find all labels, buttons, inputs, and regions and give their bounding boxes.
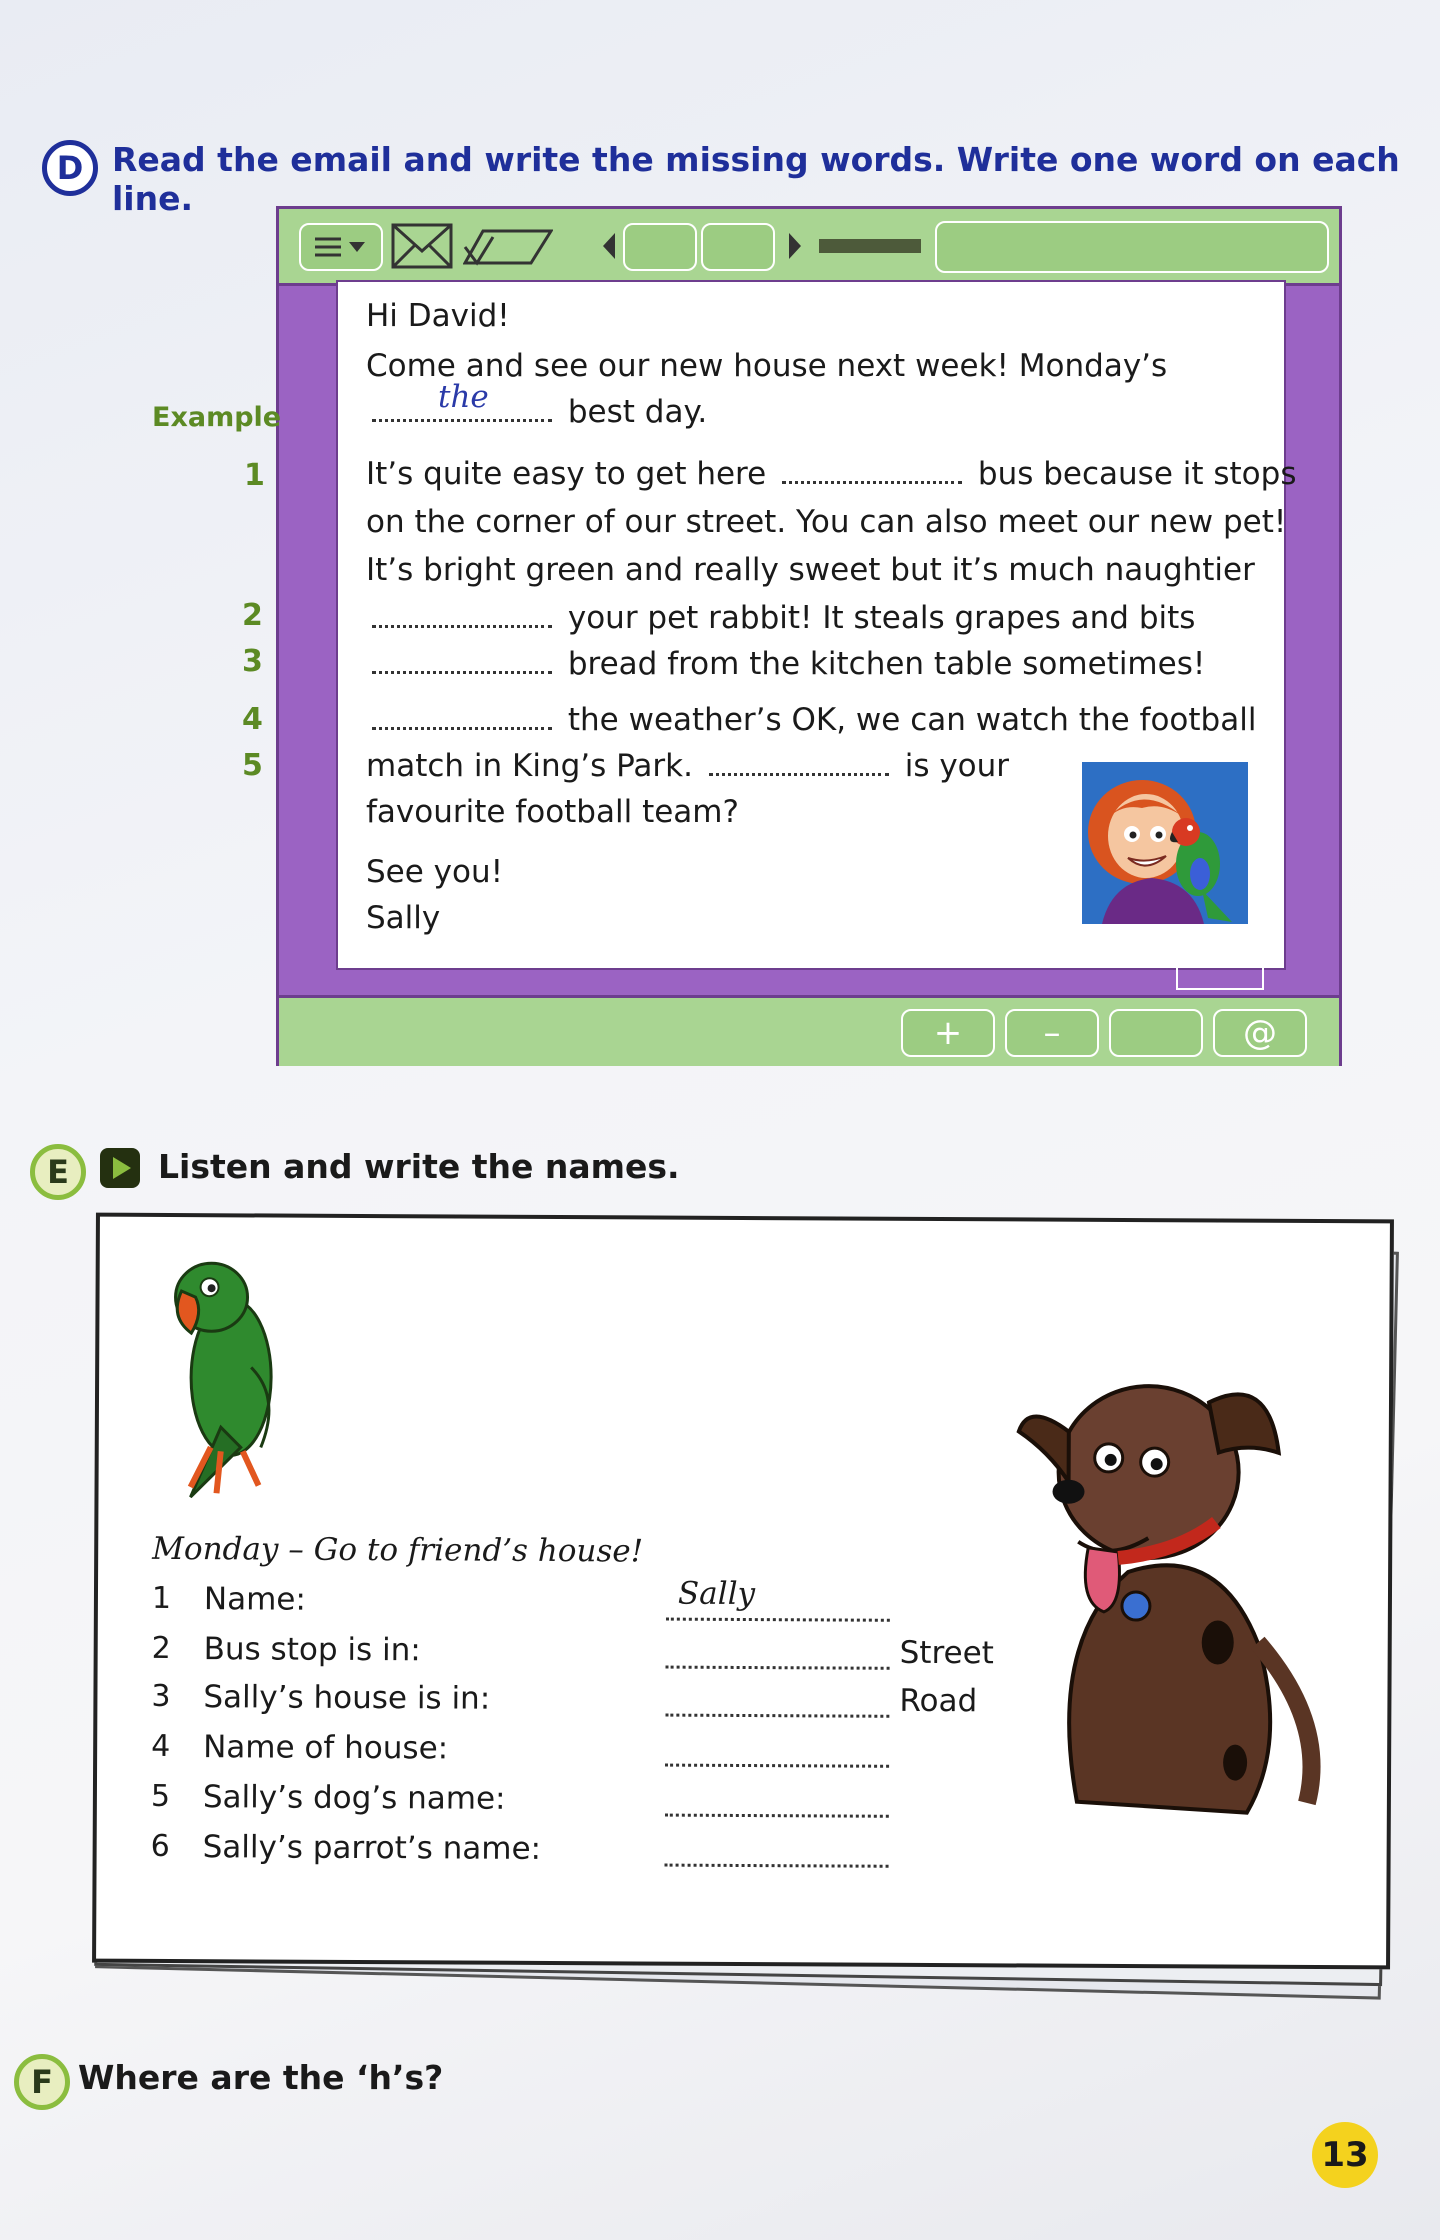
email-line-5: It’s bright green and really sweet but it’s much naughtier — [366, 552, 1255, 588]
section-e-instruction: Listen and write the names. — [158, 1147, 680, 1186]
minus-button[interactable]: – — [1005, 1009, 1099, 1057]
email-line-2-text: best day. — [567, 394, 708, 430]
q-num-5: 5 — [242, 748, 263, 783]
answer-blank[interactable] — [666, 1618, 890, 1622]
blank-button[interactable] — [1109, 1009, 1203, 1057]
item-number: 4 — [151, 1728, 171, 1765]
q4-blank[interactable] — [372, 727, 552, 730]
at-button[interactable]: @ — [1213, 1009, 1307, 1057]
item-answer: Sally — [677, 1575, 756, 1613]
page-number: 13 — [1312, 2122, 1378, 2188]
email-line-8 — [366, 702, 1256, 738]
email-signature: Sally — [366, 900, 441, 936]
item-label: Name: — [203, 1581, 306, 1618]
item-number: 1 — [151, 1580, 172, 1617]
email-line-1: Come and see our new house next week! Monday’s — [366, 348, 1168, 384]
item-suffix: Street — [899, 1634, 994, 1672]
email-line-3 — [366, 456, 1296, 492]
section-f-badge: F — [14, 2054, 70, 2110]
email-signoff: See you! — [366, 854, 504, 890]
email-line-4: on the corner of our street. You can also meet our new pet! — [366, 504, 1287, 540]
email-line-10: favourite football team? — [366, 794, 739, 830]
answer-blank[interactable] — [666, 1666, 890, 1670]
plus-button[interactable]: + — [901, 1009, 995, 1057]
email-line-9 — [366, 748, 1009, 784]
item-number: 2 — [151, 1630, 171, 1667]
section-d-instruction: Read the email and write the missing words. Write one word on each line. — [112, 140, 1400, 218]
answer-blank[interactable] — [665, 1714, 889, 1718]
q-num-3: 3 — [242, 644, 263, 679]
menu-icon[interactable] — [299, 223, 383, 271]
example-answer: the — [438, 379, 489, 415]
audio-play-icon[interactable] — [100, 1148, 140, 1188]
item-suffix: Road — [899, 1682, 978, 1720]
forward-arrow-icon[interactable] — [787, 231, 803, 265]
dog-illustration — [1007, 1341, 1350, 1847]
item-number: 6 — [150, 1828, 170, 1865]
item-label: Name of house: — [203, 1729, 449, 1767]
q2-after: your pet rabbit! It steals grapes and bits — [567, 600, 1196, 636]
q1-blank[interactable] — [782, 481, 962, 484]
section-e-badge: E — [30, 1144, 86, 1200]
section-d-badge: D — [42, 140, 98, 196]
q2-blank[interactable] — [372, 625, 552, 628]
example-blank[interactable] — [372, 379, 552, 422]
notes-card — [92, 1213, 1394, 1970]
scroll-indicator[interactable] — [1176, 964, 1264, 990]
notes-heading: Monday – Go to friend’s house! — [152, 1530, 644, 1570]
q4-after: the weather’s OK, we can watch the football — [567, 702, 1257, 738]
q1-before: It’s quite easy to get here — [366, 456, 767, 492]
answer-blank[interactable] — [665, 1814, 889, 1818]
q-num-1: 1 — [244, 458, 265, 493]
email-line-6 — [366, 600, 1195, 636]
q5-blank[interactable] — [709, 773, 889, 776]
email-line-2 — [366, 379, 708, 430]
section-f-instruction: Where are the ‘h’s? — [78, 2058, 444, 2097]
answer-blank[interactable] — [665, 1864, 889, 1868]
parrot-illustration — [150, 1247, 311, 1512]
q5-before: match in King’s Park. — [366, 748, 693, 784]
q5-after: is your — [904, 748, 1010, 784]
toolbar-button-1[interactable] — [623, 223, 697, 271]
item-number: 3 — [151, 1678, 171, 1715]
attach-icon[interactable] — [463, 227, 553, 271]
item-label: Sally’s parrot’s name: — [202, 1829, 542, 1867]
email-greeting: Hi David! — [366, 298, 510, 334]
item-label: Bus stop is in: — [203, 1631, 421, 1669]
sally-portrait — [1082, 762, 1248, 924]
item-label: Sally’s dog’s name: — [202, 1779, 506, 1817]
q-num-2: 2 — [242, 598, 263, 633]
q-num-4: 4 — [242, 702, 263, 737]
email-body — [336, 280, 1297, 970]
item-label: Sally’s house is in: — [203, 1679, 491, 1717]
email-toolbar — [279, 209, 1339, 286]
q1-after: bus because it stops — [977, 456, 1297, 492]
envelope-icon[interactable] — [391, 223, 453, 273]
address-bar[interactable] — [935, 221, 1329, 273]
answer-blank[interactable] — [665, 1764, 889, 1768]
q3-after: bread from the kitchen table sometimes! — [567, 646, 1206, 682]
back-arrow-icon[interactable] — [601, 231, 617, 265]
item-number: 5 — [150, 1778, 171, 1815]
example-label: Example — [152, 402, 282, 433]
q3-blank[interactable] — [372, 671, 552, 674]
toolbar-button-2[interactable] — [701, 223, 775, 271]
toolbar-divider — [819, 239, 921, 253]
email-window — [276, 206, 1342, 1066]
email-line-7 — [366, 646, 1205, 682]
